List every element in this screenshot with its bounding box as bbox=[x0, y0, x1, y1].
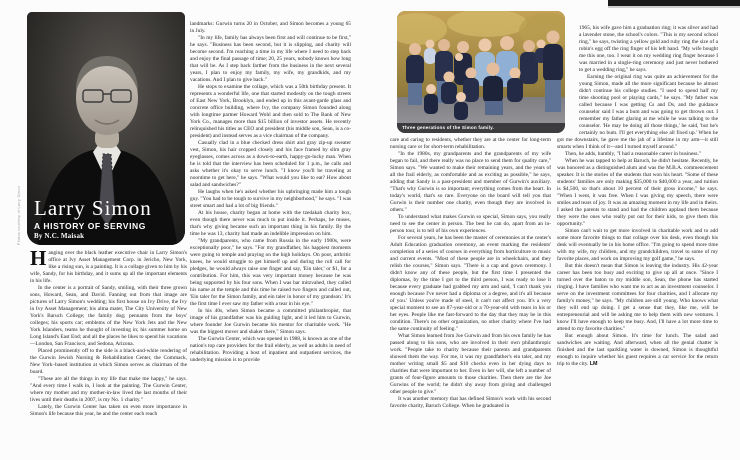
text-column-1 bbox=[30, 250, 187, 456]
section-header-bar bbox=[608, 0, 740, 8]
family-photo-image bbox=[397, 11, 565, 133]
paragraph: For several years, he has been the master of ceremonies at the center's Adult Education graduation ceremony, an event marking the residents' completion of a series of courses in everything from horticulture to music and current events. "Most of these people are in wheelchairs, and they relish the courses," Simon says. "There is a cap and gown ceremony. I didn't know any of these people, but the first time I presented the diplomas, by the time I got to the third person, I was ready to lose it because every graduate had grabbed my arm and said, 'I can't thank you enough because I've never had a diploma or a degree, and it's all because of you.' Unless you're made of steel, it can't not affect you. It's a very special moment to see an 87-year-old or a 70-year-old with tears in his or her eyes. People like me fast-forward to the day that they may be in this condition. There's no other organization, no other charity where I've had the same continuity of feeling." bbox=[390, 235, 551, 332]
article-title: Larry Simon bbox=[34, 195, 152, 220]
text-column-4 bbox=[557, 25, 718, 457]
paragraph: When he was tapped to help at Baruch, he didn't hesitate. Recently, he was honored as a distinguished alum and was the M.B.A. commencement speaker. It is the stories of the students that won his heart. "Some of these students' families are only making $35,000 to $40,000 a year, and tuition is $4,500, so that's about 10 percent of their gross income," he says. "When I went, it was free. When I was giving my speech, there were smiles and tears of joy. It was an amazing moment in my life and in theirs. I asked the parents to stand and had the children applaud them because they were the ones who really put out for their kids, to give them this opportunity." bbox=[557, 158, 718, 227]
article-title-block bbox=[34, 195, 152, 241]
paragraph: What Simon learned from Joe Gurwin and from his own family he has passed along to his sons, who are involved in their own philanthropic work. "People take to charity because their parents and grandparents showed them the way. For me, it was my grandfather's ein taler, and my mother writing small $5 and $10 checks even in her dying days to charities that were important to her. Even in her will, she left a number of grants of four-figure amounts to those charities. Then there are the Joe Gurwins of the world; he didn't shy away from giving and challenged other people to give." bbox=[390, 333, 551, 395]
paragraph: But this doesn't mean that Simon is leaving the industry. His 42-year career has been too busy and exciting to give up all at once. "Since I turned over the baton to my middle son, Sean, the phone has started ringing. I have families who want me to act as an investment counselor. I serve on the investment committees for four charities, and I allocate my family's money," he says. "My children are still young. Who knows what they will end up doing. I get a sense that they, like me, will be entrepreneurial and will be asking me to help them with new ventures. I know I'll have enough to keep me busy. And, I'll have a lot more time to attend to my favorite charities." bbox=[557, 263, 718, 332]
paragraph: In his 40s, when Simon became a committed philanthropist, that image of his grandfather was his guiding light, and it led him to Gurwin, where founder Joe Gurwin became his mentor for charitable work. "He was the biggest mover and shaker there," Simon says. bbox=[190, 308, 351, 335]
paragraph: He stops to examine the collage, which was a 50th birthday present. It represents a wonderful life, one that started modestly on the tough streets of East New York, Brooklyn, and ended up in this avant-garde glass and concrete office building, where Ivy, the company Simon founded along with longtime partner Howard Wohl and then sold to The Bank of New York Co., manages more than $15 billion of investor assets. He recently relinquished his titles as CEO and president (his middle son, Sean, is a co-president) and instead serves as a vice chairman of the company. bbox=[190, 84, 351, 139]
family-photo bbox=[397, 11, 565, 133]
article-subtitle: A HISTORY OF SERVING bbox=[34, 220, 146, 231]
paragraph: Then, he adds, humbly, "I had a reasonable career in business." bbox=[565, 151, 702, 157]
text-column-2 bbox=[190, 21, 351, 457]
family-photo-caption: Three generations of the Simon family. bbox=[397, 123, 565, 133]
paragraph bbox=[30, 250, 187, 285]
paragraph: It was another memory that has defined Simon's work with his second favorite charity, Baruch College. When he graduated in bbox=[390, 396, 551, 409]
paragraph: At his house, charity began at home with the tzedakah charity box, even though there never was much to put inside it. Perhaps, he muses, that's why giving became such an important thing in his family. By the time he was 13, charity had made an indelible impression on him. bbox=[190, 210, 351, 237]
paragraph: Lately, the Gurwin Center has taken on even more importance in Simon's life because this year, he and the center each reach bbox=[30, 404, 187, 417]
paragraph: Casually clad in a blue checked dress shirt and gray zip-up sweater vest, Simon, his hair cropped closely and his face framed by slim gray eyeglasses, comes across as a down-to-earth, happy-go-lucky man. When he is told that the interview has been scheduled for 1 p.m., he calls and asks whether it's okay to serve lunch. "I know you'll be traveling at noontime to get here," he says. "What would you like to eat? How about salad and sandwiches?" bbox=[190, 140, 351, 188]
paragraph: To understand what makes Gurwin so special, Simon says, you really need to see the center in person. The best he can do, apart from an in-person tour, is to tell of his own experiences. bbox=[390, 214, 551, 234]
paragraph: "In my life, family has always been first and will continue to be first," he says. "Business has been second, but it is slipping, and charity will become second. I'm reaching a time in my life where I need to step back and enjoy the final passage of time; 20, 25 years, nobody knows how long that will be. As I step back farther from the business in the next several years, I plan to enjoy my family, my wife, my grandkids, and my vacations. And I plan to give back." bbox=[190, 35, 351, 83]
paragraph: Earning the original ring was quite an achievement for the young Simon, made all the more significant because he almost didn't continue his college studies. "I used to spend half my time shooting pool or playing cards," he says. "My father was called because I was getting Cs and Ds, and the guidance counselor said I was a bum and was going to get thrown out. I remember my father glaring at me while he was talking to the counselor. 'He may be doing all those things,' he said, 'but he's certainly no bum. I'll get everything else all fixed up.' When he got me downstairs, he gave me the jab of a lifetime in my arm—it still smarts when I think of it—and I turned myself around." bbox=[557, 74, 718, 150]
photo-credit: Photos courtesy of Larry Simon bbox=[17, 185, 21, 245]
paragraph bbox=[557, 333, 718, 368]
paragraph: In the center is a portrait of Sandy, smiling, with their three grown sons, Howard, Sean, and David. Fanning out from that image are pictures of Larry Simon's wedding; his first house on Ivy Drive, the Ivy in Ivy Asset Management; his alma mater, The City University of New York's Baruch College; the family dog; pennants from the boys' colleges; his sports car; emblems of the New York Jets and the New York Islanders, teams he thought of investing in; his summer home on Long Island's East End; and all the places he likes to spend his vacations—London, San Francisco, and Sedona, Arizona. bbox=[30, 285, 187, 347]
article-byline: By N.C. Maisak bbox=[34, 232, 85, 240]
paragraph-text: But enough about Simon. It's time for lunch. The salad and sandwiches are waiting. And afterward, when all the genial chatter is finished and the last sparkling water is downed, Simon is thoughtful enough to inquire whether his guest requires a car service for the return trip to the city. bbox=[557, 333, 718, 367]
paragraph-text: anging over the black leather executive chair in Larry Simon's office at Ivy Asset Management Corp. in Jericho, New York, like a rising sun, is a painting. It is a collage given to him by his wife, Sandy, for his birthday, and it sums up all the important elements in his life. bbox=[30, 250, 187, 284]
paragraph: "In the 1980s, my grandparents and the grandparents of my wife began to fail, and there really was no place to send them for quality care," Simon says. "We wanted to make their remaining years, and the years of all the frail elderly, as comfortable and as exciting as possible," he says, adding that Sandy is a past-president and member of Gurwin's auxiliary. "That's why Gurwin is so important; everything comes from the heart. In today's world, that's so rare. Everyone on the board will tell you that Gurwin is their number one charity, even though they are involved in others." bbox=[390, 151, 551, 213]
text-column-3 bbox=[390, 137, 551, 457]
paragraph: Simon can't wait to get more involved in charitable work and to add some more favorite things to that collage over his desk, even though his desk will eventually be in his home office. "I'm going to spend more time with my wife, my children, and my grandchildren, travel to some of my favorite places, and work on improving my golf game," he says. bbox=[557, 228, 718, 262]
portrait-photo bbox=[27, 12, 185, 245]
paragraph: "My grandparents, who came from Russia in the early 1900s, were exceptionally poor," he says. "For my grandfather, his happiest moments were going to temple and praying on the high holidays. On poor, arthritic knees, he would struggle to get himself up and during the roll call for pledges, he would always raise one finger and say, 'Ein taler,' or $1, for a contribution. For him, this was very important money because he was being supported by his four sons. When I was bar mitzvahed, they called his name at the temple and this time he raised two fingers and called out, 'Ein taler for the Simon family, and ein taler in honor of my grandson.' It's the first time I ever saw my father with a tear in his eye." bbox=[190, 238, 351, 307]
drop-cap: H bbox=[30, 250, 47, 270]
paragraph: Placed prominently off to the side is a black-and-white rendering of the Gurwin Jewish Nursing & Rehabilitation Center, the Commack, New York–based institution at which Simon serves as chairman of the board. bbox=[30, 348, 187, 375]
article-end-mark: LM bbox=[589, 361, 598, 367]
paragraph: He laughs when he's asked whether his upbringing made him a tough guy. "You had to be tough to survive in my neighborhood," he says. "I was street smart and had a lot of big friends." bbox=[190, 189, 351, 209]
paragraph: care and caring to residents, whether they are at the center for long-term nursing care or for short-term rehabilitation. bbox=[390, 137, 551, 150]
paragraph: The Gurwin Center, which was opened in 1988, is known as one of the nation's top care providers for the frail elderly, as well as adults in need of rehabilitation. Providing a host of inpatient and outpatient services, the underlying mission is to provide bbox=[190, 336, 351, 363]
paragraph: "These are all the things in my life that make me happy," he says. "And every time I walk in, I look at the painting. The Gurwin Center, where my mother and my mother-in-law lived the last months of their lives until their deaths in 2007, is my No. 1 charity." bbox=[30, 376, 187, 403]
photo-wrap-spacer bbox=[557, 25, 579, 133]
paragraph: 1965, his wife gave him a graduation ring; it was silver and had a lavender stone, the school's colors. "This is my second school ring," he says, twisting a yellow gold and ruby ring the size of a robin's egg off the ring finger of his left hand. "My wife bought me this one, too. I wear it on my wedding ring finger because I was married in a single-ring ceremony and just never bothered to get a wedding ring," he says. bbox=[579, 25, 718, 73]
paragraph: landmarks: Gurwin turns 20 in October, and Simon becomes a young 65 in July. bbox=[190, 21, 351, 34]
